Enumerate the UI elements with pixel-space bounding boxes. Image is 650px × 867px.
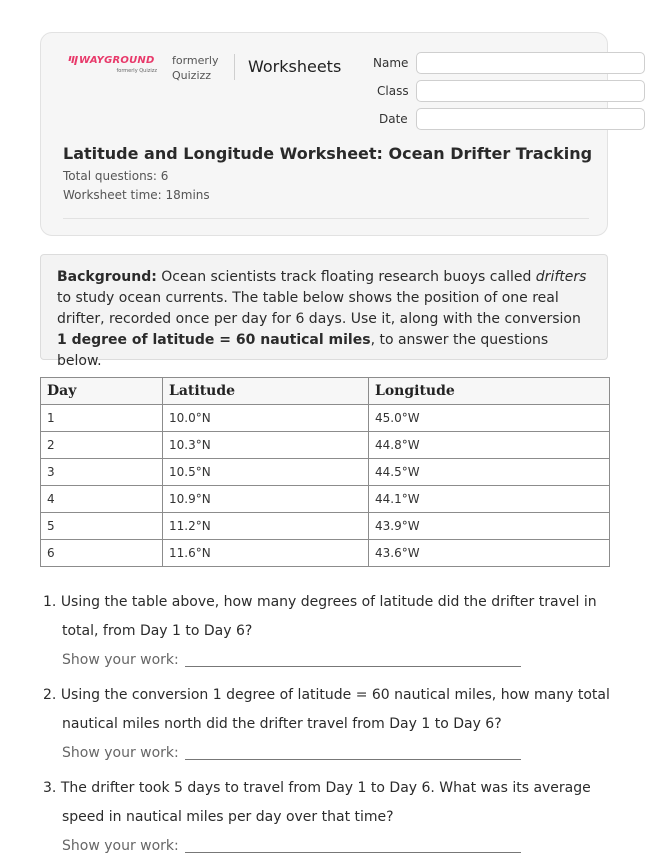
logo-subtext: formerly Quizizz bbox=[116, 68, 157, 74]
brand-title: Worksheets bbox=[248, 57, 342, 76]
cell-latitude: 10.0°N bbox=[163, 405, 369, 432]
cell-day: 3 bbox=[41, 459, 163, 486]
worksheet-title: Latitude and Longitude Worksheet: Ocean Drifter Tracking bbox=[63, 144, 593, 163]
cell-longitude: 44.8°W bbox=[369, 432, 610, 459]
header-latitude: Latitude bbox=[163, 378, 369, 405]
cell-day: 5 bbox=[41, 513, 163, 540]
background-term: drifters bbox=[535, 269, 587, 285]
cell-latitude: 11.2°N bbox=[163, 513, 369, 540]
cell-longitude: 44.1°W bbox=[369, 486, 610, 513]
header-rule bbox=[63, 218, 589, 219]
questions-list bbox=[43, 588, 613, 867]
question-text: The drifter took 5 days to travel from Day 1 to Day 6. What was its average speed in nautical miles per day over that time? bbox=[60, 780, 591, 825]
cell-latitude: 10.9°N bbox=[163, 486, 369, 513]
work-line bbox=[43, 832, 613, 861]
logo-text: WAYGROUND bbox=[79, 55, 155, 66]
question-number: 2. bbox=[43, 687, 57, 703]
work-label: Show your work: bbox=[62, 745, 179, 761]
worksheet-time: Worksheet time: 18mins bbox=[63, 188, 210, 202]
background-label: Background: bbox=[57, 269, 157, 285]
cell-latitude: 10.5°N bbox=[163, 459, 369, 486]
work-line bbox=[43, 739, 613, 768]
drifter-position-table bbox=[40, 377, 610, 567]
date-label: Date bbox=[379, 112, 408, 126]
wayground-logo bbox=[69, 55, 159, 74]
question-3 bbox=[43, 774, 613, 832]
question-number: 1. bbox=[43, 594, 57, 610]
answer-blank[interactable] bbox=[185, 759, 521, 760]
logo-bars-icon bbox=[69, 56, 77, 65]
table-row bbox=[41, 405, 610, 432]
cell-latitude: 11.6°N bbox=[163, 540, 369, 567]
table-row bbox=[41, 459, 610, 486]
background-box bbox=[40, 254, 608, 369]
header-longitude: Longitude bbox=[369, 378, 610, 405]
question-text: Using the conversion 1 degree of latitude = 60 nautical miles, how many total nautical miles north did the drifter travel from Day 1 to Day 6? bbox=[60, 687, 610, 732]
background-text-3: , to answer the questions below. bbox=[57, 332, 549, 369]
table-row bbox=[41, 486, 610, 513]
cell-longitude: 44.5°W bbox=[369, 459, 610, 486]
answer-blank[interactable] bbox=[185, 666, 521, 667]
cell-longitude: 45.0°W bbox=[369, 405, 610, 432]
formerly-line-1: formerly bbox=[172, 54, 219, 67]
formerly-line-2: Quizizz bbox=[172, 69, 212, 82]
cell-longitude: 43.9°W bbox=[369, 513, 610, 540]
cell-day: 6 bbox=[41, 540, 163, 567]
answer-blank[interactable] bbox=[185, 852, 521, 853]
class-label: Class bbox=[377, 84, 409, 98]
background-text-2: to study ocean currents. The table below shows the position of one real drifter, recorded once per day for 6 days. Use it, along with the conversion bbox=[57, 290, 581, 327]
worksheet-header bbox=[40, 32, 608, 236]
name-label: Name bbox=[373, 56, 409, 70]
cell-longitude: 43.6°W bbox=[369, 540, 610, 567]
name-field[interactable] bbox=[416, 52, 645, 74]
question-number: 3. bbox=[43, 780, 57, 796]
total-questions: Total questions: 6 bbox=[63, 169, 169, 183]
formerly-quizizz bbox=[172, 53, 219, 83]
date-field[interactable] bbox=[416, 108, 645, 130]
background-conversion: 1 degree of latitude = 60 nautical miles bbox=[57, 332, 371, 348]
cell-latitude: 10.3°N bbox=[163, 432, 369, 459]
question-1 bbox=[43, 588, 613, 646]
class-field[interactable] bbox=[416, 80, 645, 102]
cell-day: 4 bbox=[41, 486, 163, 513]
work-line bbox=[43, 646, 613, 675]
background-text-1: Ocean scientists track floating research buoys called bbox=[156, 269, 536, 285]
header-divider bbox=[234, 54, 235, 80]
table-row bbox=[41, 513, 610, 540]
cell-day: 1 bbox=[41, 405, 163, 432]
header-day: Day bbox=[41, 378, 163, 405]
work-label: Show your work: bbox=[62, 652, 179, 668]
cell-day: 2 bbox=[41, 432, 163, 459]
table-row bbox=[41, 540, 610, 567]
table-header-row bbox=[41, 378, 610, 405]
question-text: Using the table above, how many degrees of latitude did the drifter travel in total, from Day 1 to Day 6? bbox=[60, 594, 597, 639]
table-row bbox=[41, 432, 610, 459]
question-2 bbox=[43, 681, 613, 739]
work-label: Show your work: bbox=[62, 838, 179, 854]
